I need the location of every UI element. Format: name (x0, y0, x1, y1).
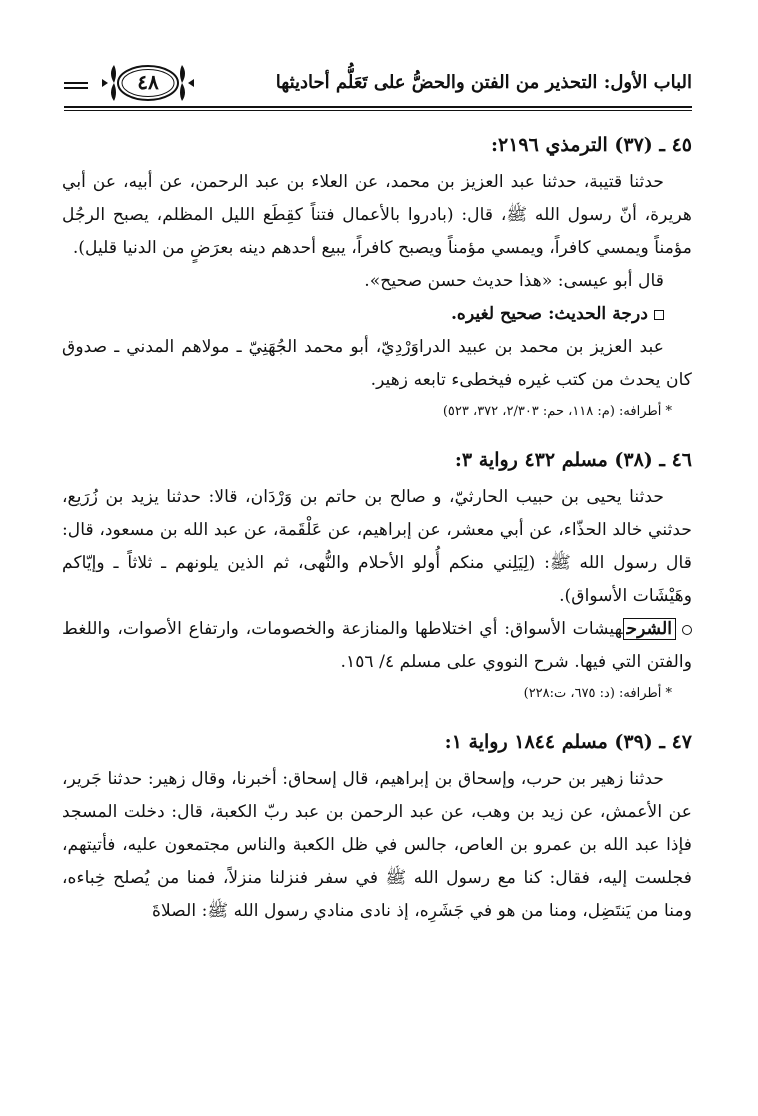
square-bullet-icon (654, 310, 664, 320)
hadith-text: حدثنا زهير بن حرب، وإسحاق بن إبراهيم، قال إسحاق: أخبرنا، وقال زهير: حدثنا جَرير، عن الأعمش، عن زيد بن وهب، عن عبد الرحمن بن عبد ربّ الكعبة، قال: دخلت المسجد فإذا عبد الله بن عمرو بن العاص، جالس في ظل الكعبة والناس مجتمعون عليه، فأتيتهم، فجلست إليه، فقال: كنا مع رسول الله ﷺ في سفر فنزلنا منزلاً، فمنا من يُصلح خِباءه، ومنا من يَنتَضِل، ومنا من هو في جَشَرِه، إذ نادى منادي رسول الله ﷺ: الصلاةَ (62, 769, 692, 921)
hadith-heading: ٤٧ ـ (٣٩) مسلم ١٨٤٤ رواية ١: (444, 731, 692, 753)
chapter-title: الباب الأول: التحذير من الفتن والحضُّ على تَعَلُّم أحاديثها (275, 72, 692, 93)
spacer (62, 435, 692, 443)
header-dash (64, 82, 88, 92)
page-content (62, 128, 692, 928)
hadith-block (62, 725, 692, 928)
hadith-comment: عبد العزيز بن محمد بن عبيد الدراوَرْدِيّ، أبو محمد الجُهَنِيّ ـ مولاهم المدني ـ صدوق كان يحدث من كتب غيره فيخطىء تابعه زهير. (62, 337, 692, 390)
hadith-atraf: * أطرافه: (م: ١١٨، حم: ٢/٣٠٣، ٣٧٢، ٥٢٣) (442, 404, 672, 419)
sharh-label: الشرح (623, 618, 676, 640)
hadith-heading: ٤٥ ـ (٣٧) الترمذي ٢١٩٦: (490, 134, 692, 156)
spacer (62, 717, 692, 725)
page-header (64, 62, 692, 108)
circle-bullet-icon (682, 625, 692, 635)
hadith-heading: ٤٦ ـ (٣٨) مسلم ٤٣٢ رواية ٣: (454, 449, 692, 471)
hadith-text: حدثنا يحيى بن حبيب الحارثيّ، و صالح بن حاتم بن وَرْدَان، قالا: حدثنا يزيد بن زُرَيع، حدثني خالد الحذّاء، عن أبي معشر، عن إبراهيم، عن عَلْقَمة، عن عبد الله بن مسعود، قال: قال رسول الله ﷺ: (لِيَلِني منكم أُولو الأحلام والنُّهى، ثم الذين يلونهم ـ ثلاثاً ـ وإيّاكم وهَيْشَات الأسواق). (62, 487, 692, 606)
hadith-note: قال أبو عيسى: «هذا حديث حسن صحيح». (364, 271, 664, 291)
grade-text: درجة الحديث: صحيح لغيره. (450, 304, 648, 324)
hadith-block (62, 443, 692, 707)
header-rule (64, 106, 692, 108)
page-number-ornament (100, 62, 196, 104)
page-number: ٤٨ (137, 70, 159, 94)
hadith-sharh (62, 613, 692, 679)
hadith-atraf: * أطرافه: (د: ٦٧٥، ت:٢٢٨) (523, 686, 672, 701)
sharh-text: هيشات الأسواق: أي اختلاطها والمنازعة والخصومات، وارتفاع الأصوات، واللغط والفتن التي فيها. شرح النووي على مسلم ٤/ ١٥٦. (62, 619, 692, 672)
hadith-text: حدثنا قتيبة، حدثنا عبد العزيز بن محمد، عن العلاء بن عبد الرحمن، عن أبيه، عن أبي هريرة، أنّ رسول الله ﷺ، قال: (بادروا بالأعمال فتناً كقِطَع الليل المظلم، يصبح الرجُل مؤمناً ويمسي كافراً، ويمسي مؤمناً ويصبح كافراً، يبيع أحدهم دينه بعرَضٍ من الدنيا قليل). (62, 172, 692, 258)
hadith-block (62, 128, 692, 425)
hadith-grade (62, 298, 692, 331)
header-rule-thin (64, 110, 692, 111)
